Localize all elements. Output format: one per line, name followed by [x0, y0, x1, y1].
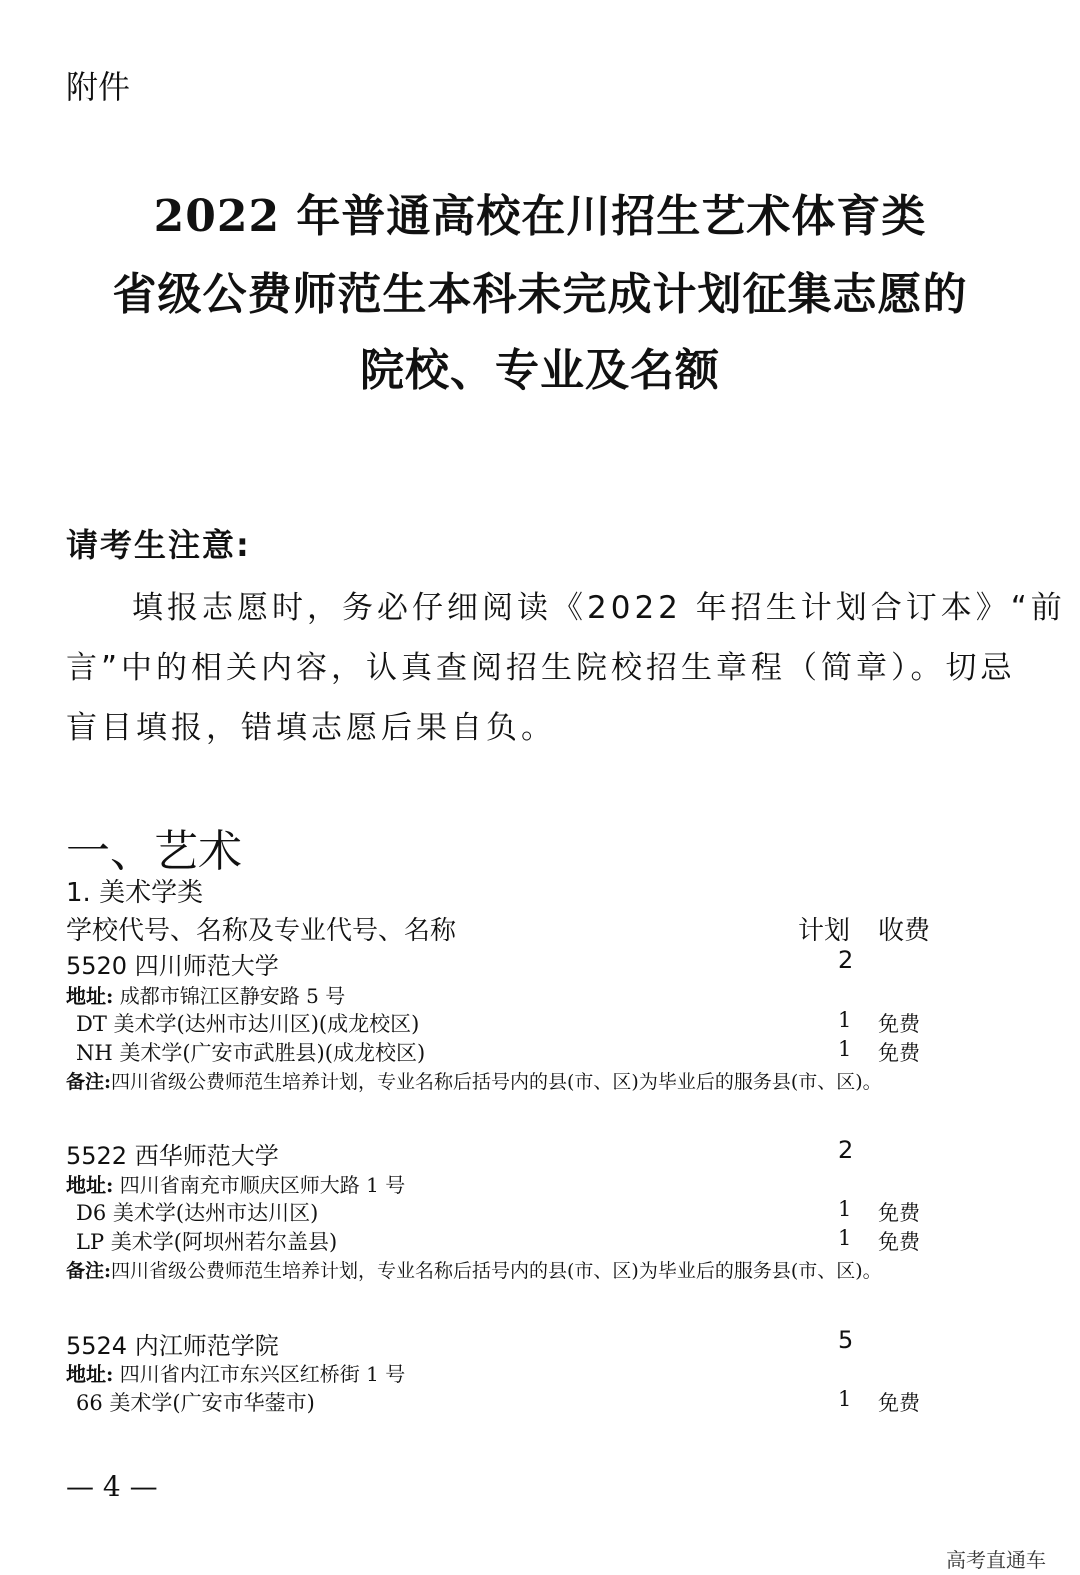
major-fee: 免费 — [878, 1041, 920, 1065]
major-plan: 1 — [838, 1008, 852, 1032]
school-plan: 2 — [838, 1136, 854, 1164]
major-fee: 免费 — [878, 1391, 920, 1415]
major-name: NH 美术学(广安市武胜县)(成龙校区) — [76, 1041, 426, 1065]
major-plan: 1 — [838, 1226, 852, 1250]
document-title-line-1: 2022 年普通高校在川招生艺术体育类 — [153, 191, 927, 242]
subsection-title: 1. 美术学类 — [66, 878, 204, 908]
school-code-name: 5522 西华师范大学 — [66, 1142, 279, 1170]
school-plan: 5 — [838, 1326, 854, 1354]
school-address — [66, 1358, 405, 1387]
watermark: 高考直通车 — [946, 1548, 1046, 1572]
major-plan: 1 — [838, 1387, 852, 1411]
column-header-plan: 计划 — [798, 916, 851, 946]
notice-text-line-3: 盲目填报，错填志愿后果自负。 — [66, 710, 556, 746]
major-name: 66 美术学(广安市华蓥市) — [76, 1391, 315, 1415]
address-label: 地址: — [66, 1173, 114, 1197]
school-address — [66, 980, 345, 1009]
major-plan: 1 — [838, 1037, 852, 1061]
major-fee: 免费 — [878, 1230, 920, 1254]
address-value: 四川省内江市东兴区红桥街 1 号 — [119, 1362, 406, 1386]
school-code-name: 5520 四川师范大学 — [66, 952, 279, 980]
section-title: 一、艺术 — [66, 826, 242, 877]
major-name: LP 美术学(阿坝州若尔盖县) — [76, 1230, 338, 1254]
major-plan: 1 — [838, 1197, 852, 1221]
remark-label: 备注: — [66, 1071, 112, 1093]
address-value: 成都市锦江区静安路 5 号 — [119, 984, 346, 1008]
address-value: 四川省南充市顺庆区师大路 1 号 — [119, 1173, 406, 1197]
page-number: — 4 — — [66, 1470, 158, 1503]
notice-text-line-1: 填报志愿时，务必仔细阅读《2022 年招生计划合订本》“前 — [132, 590, 1066, 626]
remark-value: 四川省级公费师范生培养计划，专业名称后括号内的县(市、区)为毕业后的服务县(市、区)。 — [111, 1260, 882, 1282]
document-title-line-3: 院校、专业及名额 — [360, 345, 720, 396]
school-address — [66, 1169, 405, 1198]
column-header-fee: 收费 — [878, 916, 931, 946]
attachment-label: 附件 — [66, 68, 131, 106]
remark-value: 四川省级公费师范生培养计划，专业名称后括号内的县(市、区)为毕业后的服务县(市、区)。 — [111, 1071, 882, 1093]
school-remark — [66, 1067, 882, 1094]
address-label: 地址: — [66, 1362, 114, 1386]
document-title-line-2: 省级公费师范生本科未完成计划征集志愿的 — [112, 269, 968, 320]
address-label: 地址: — [66, 984, 114, 1008]
major-name: D6 美术学(达州市达川区) — [76, 1201, 319, 1225]
major-fee: 免费 — [878, 1201, 920, 1225]
notice-text-line-2: 言”中的相关内容，认真查阅招生院校招生章程（简章）。切忌 — [66, 650, 1016, 686]
remark-label: 备注: — [66, 1260, 112, 1282]
major-fee: 免费 — [878, 1012, 920, 1036]
column-header-school-major: 学校代号、名称及专业代号、名称 — [66, 916, 457, 946]
school-plan: 2 — [838, 946, 854, 974]
notice-heading: 请考生注意: — [66, 526, 251, 564]
major-name: DT 美术学(达州市达川区)(成龙校区) — [76, 1012, 420, 1036]
school-remark — [66, 1256, 882, 1283]
school-code-name: 5524 内江师范学院 — [66, 1332, 279, 1360]
